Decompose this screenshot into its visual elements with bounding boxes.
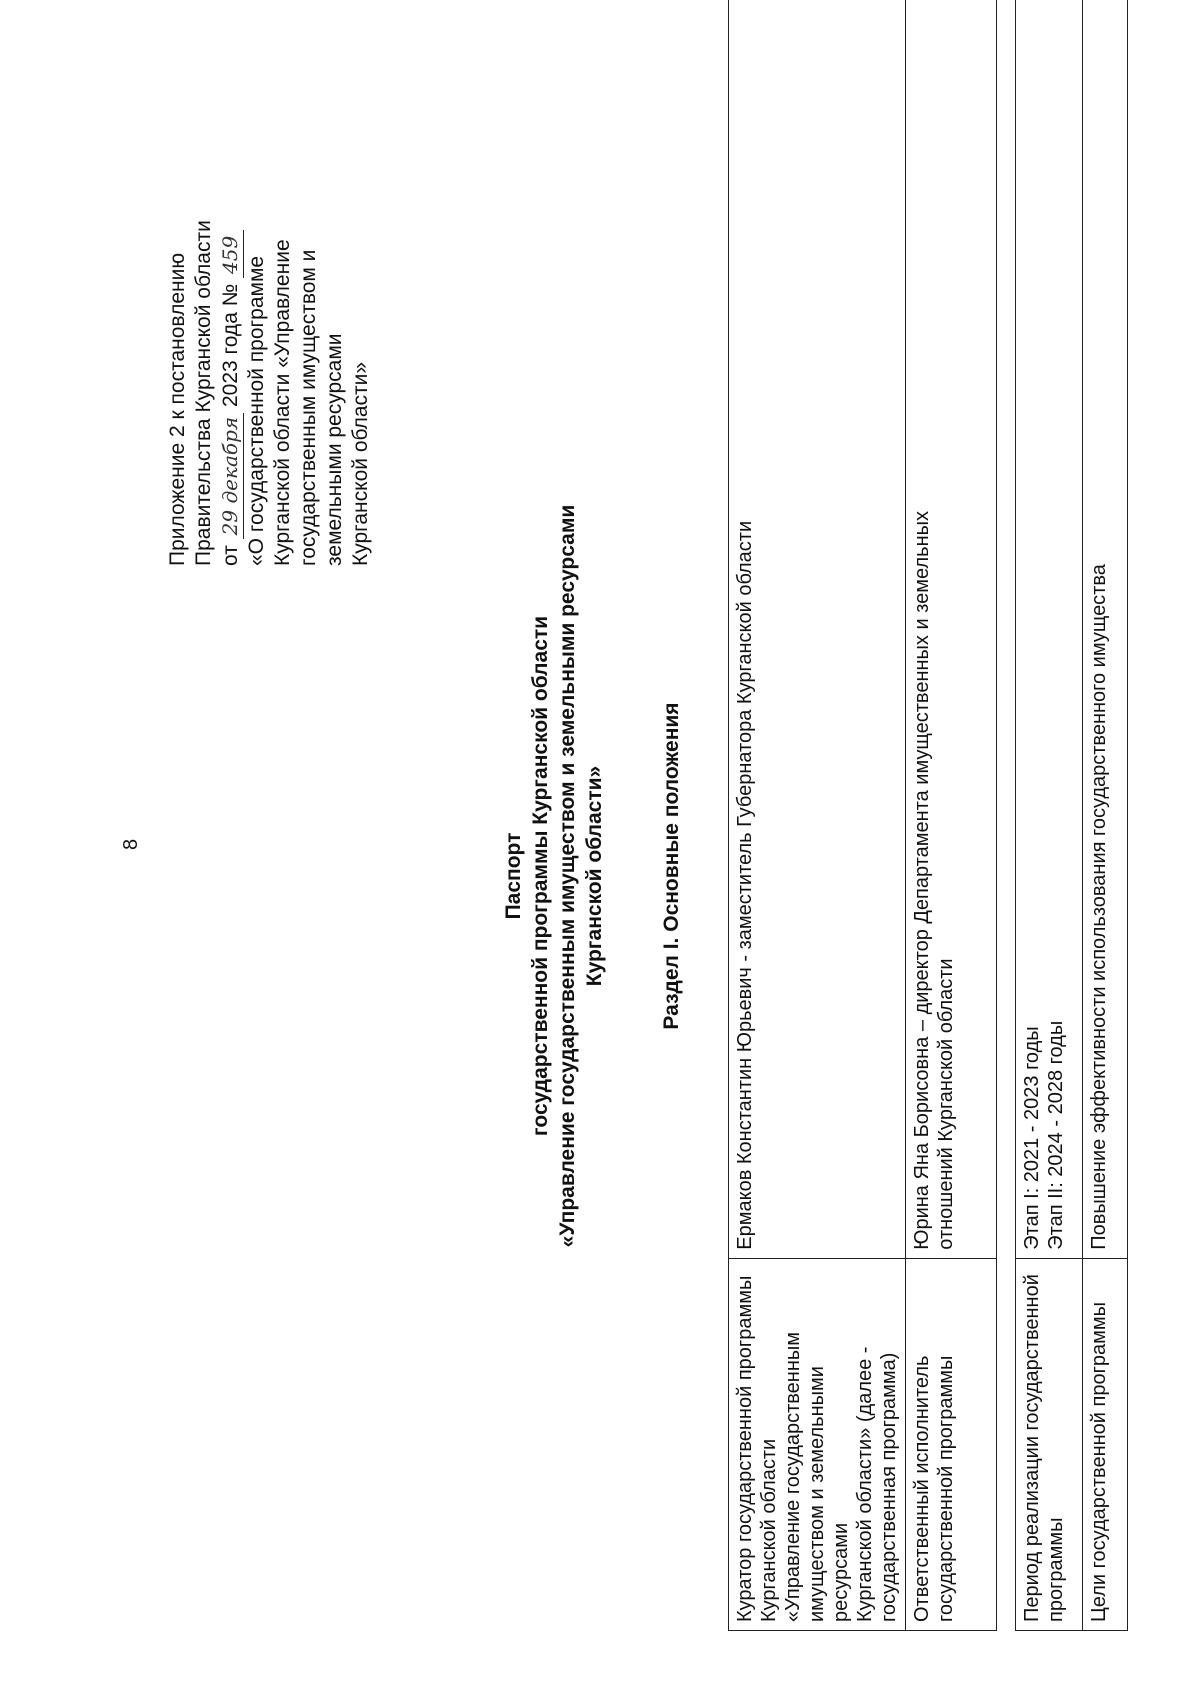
handwritten-number: 459 (217, 230, 244, 278)
title-line-1: Паспорт (502, 832, 525, 920)
annex-date-prefix: от (219, 545, 242, 566)
annex-line-7: земельными ресурсами (323, 333, 346, 566)
row-label-period: Период реализации государственной программы (1016, 1258, 1083, 1630)
handwritten-date: 29 декабря (217, 413, 244, 539)
annex-line-4: «О государственной программе (245, 255, 268, 566)
main-positions-table (728, 0, 997, 1631)
row-value-period: Этап I: 2021 - 2023 годы Этап II: 2024 - 2028 годы (1016, 0, 1083, 1258)
page-number: 8 (120, 838, 142, 850)
annex-block (165, 146, 374, 566)
title-line-3: «Управление государственным имуществом и земельными ресурсами Курганской области» (556, 504, 606, 1248)
row-label-goals: Цели государственной программы (1083, 1258, 1128, 1630)
table-row (729, 0, 906, 1631)
table-row (906, 0, 997, 1631)
row-value-curator: Ермаков Константин Юрьевич - заместитель Губернатора Курганской области (729, 0, 906, 1258)
annex-line-1: Приложение 2 к постановлению (166, 252, 189, 566)
title-line-2: государственной программы Курганской области (529, 615, 552, 1137)
period-goals-table (1015, 0, 1128, 1631)
annex-line-8: Курганской области» (349, 361, 372, 566)
document-title (500, 476, 608, 1276)
annex-year: 2023 года № (219, 283, 242, 408)
row-label-curator: Куратор государственной программы Курганской области «Управление государственным имуществом и земельными ресурсами Курганской области» (далее - государственная программа) (729, 1258, 906, 1630)
table-row (1083, 0, 1128, 1631)
annex-line-3 (217, 146, 244, 566)
annex-line-5: Курганской области «Управление (271, 239, 294, 566)
annex-line-2: Правительства Курганской области (192, 220, 215, 566)
row-value-goals: Повышение эффективности использования государственного имущества (1083, 0, 1128, 1258)
annex-line-6: государственным имуществом и (297, 249, 320, 566)
table-row (1016, 0, 1083, 1631)
section-heading: Раздел I. Основные положения (660, 702, 683, 1030)
row-value-executor: Юрина Яна Борисовна – директор Департамента имущественных и земельных отношений Курганской области (906, 0, 997, 1258)
row-label-executor: Ответственный исполнитель государственной программы (906, 1258, 997, 1630)
